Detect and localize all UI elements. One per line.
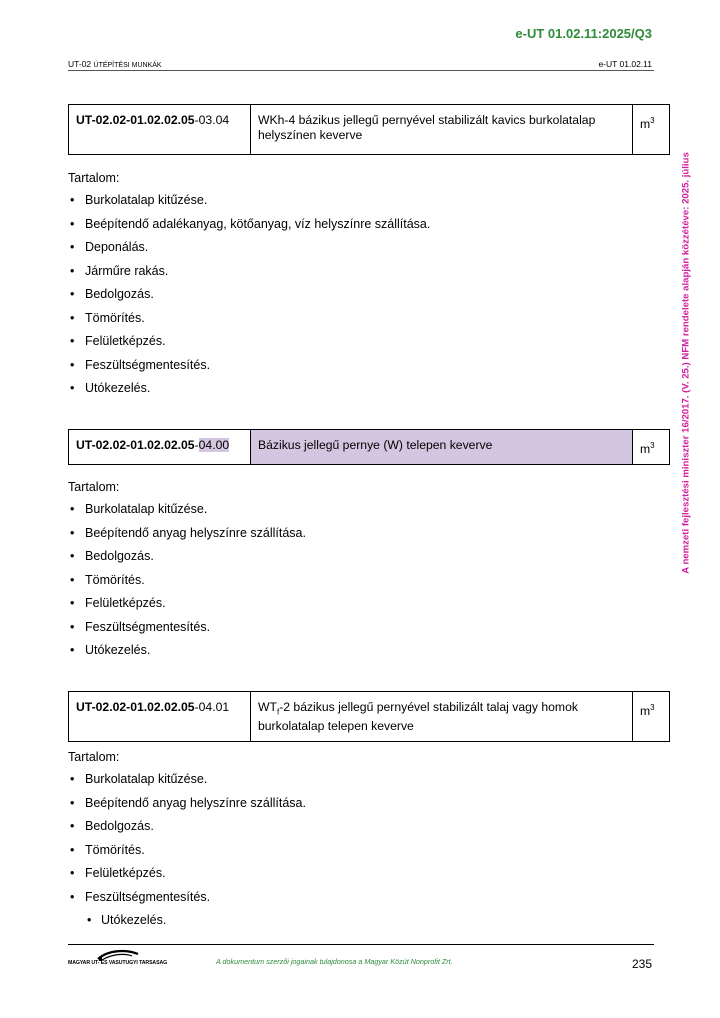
header-prefix: UT-02 [68, 59, 94, 69]
work-item-03-04 [68, 104, 670, 401]
header-chapter-title: ÚTÉPÍTÉSI MUNKÁK [93, 62, 162, 69]
item-table [68, 691, 670, 742]
footer-divider [68, 944, 654, 945]
work-item-04-00 [68, 429, 670, 663]
list-item: • Felületképzés. [68, 330, 670, 354]
list-item: • Tömörítés. [68, 307, 670, 331]
content-title: Tartalom: [68, 750, 120, 764]
publication-sidebar [678, 96, 694, 630]
item-unit: $m^3$ [633, 430, 670, 465]
list-item: • Burkolatalap kitűzése. [68, 498, 670, 522]
item-description: WKh-4 bázikus jellegű pernyével stabilizált kavics burkolatalap helyszínen keverve [251, 105, 633, 155]
list-item: • Beépítendő adalékanyag, kötőanyag, víz helyszínre szállítása. [68, 213, 670, 237]
work-item-04-01 [68, 691, 670, 933]
content-list [68, 498, 670, 663]
publication-note: A nemzeti fejlesztési miniszter 16/2017. (V. 25.) NFM rendelete alapján közzétéve: 2025. július [680, 152, 692, 574]
item-description: Bázikus jellegű pernye (W) telepen keverve [251, 430, 633, 465]
running-header-right: e-UT 01.02.11 [598, 59, 652, 69]
content-title: Tartalom: [68, 171, 120, 185]
list-item: • Bedolgozás. [68, 545, 670, 569]
list-item: • Deponálás. [68, 236, 670, 260]
page-number: 235 [631, 957, 652, 971]
list-item: • Tömörítés. [68, 569, 670, 593]
logo-text: MAGYAR UT- ES VASUTUGYI TARSASAG [68, 960, 168, 966]
list-item: • Feszültségmentesítés. [68, 354, 670, 378]
item-unit: $m^3$ [633, 105, 670, 155]
mavat-logo [68, 948, 168, 970]
item-unit: $m^3$ [633, 692, 670, 742]
item-code: UT-02.02-01.02.02.05-04.01 [69, 692, 251, 742]
list-item: • Beépítendő anyag helyszínre szállítása. [68, 792, 670, 816]
list-item: • Burkolatalap kitűzése. [68, 768, 670, 792]
list-item: • Utókezelés. [68, 377, 670, 401]
copyright-notice: A dokumentum szerzői jogainak tulajdonosa a Magyar Közút Nonprofit Zrt. [216, 957, 453, 966]
content-section [68, 479, 670, 663]
content-list [68, 189, 670, 401]
item-description: $WT_f-2$ bázikus jellegű pernyével stabilizált talaj vagy homok burkolatalap telepen keverve [251, 692, 633, 742]
list-item: • Járműre rakás. [68, 260, 670, 284]
list-item: • Tömörítés. [68, 839, 670, 863]
item-table [68, 429, 670, 465]
item-code: UT-02.02-01.02.02.05-03.04 [69, 105, 251, 155]
list-item: • Burkolatalap kitűzése. [68, 189, 670, 213]
content-list [68, 768, 670, 933]
list-item: • Beépítendő anyag helyszínre szállítása. [68, 522, 670, 546]
highlighted-code-suffix: 04.00 [198, 438, 230, 452]
item-table [68, 104, 670, 155]
list-item: • Felületképzés. [68, 862, 670, 886]
list-item: • Utókezelés. [68, 639, 670, 663]
list-item: • Feszültségmentesítés. [68, 886, 670, 910]
header-divider [68, 70, 654, 71]
item-code: UT-02.02-01.02.02.05-04.00 [69, 430, 251, 465]
list-item: • Bedolgozás. [68, 283, 670, 307]
content-title: Tartalom: [68, 480, 120, 494]
list-item: • Bedolgozás. [68, 815, 670, 839]
running-header-left [68, 59, 162, 69]
list-item: • Utókezelés. [68, 909, 670, 933]
document-code: e-UT 01.02.11:2025/Q3 [515, 26, 652, 41]
list-item: • Felületképzés. [68, 592, 670, 616]
content-section [68, 170, 670, 401]
content-section [68, 749, 670, 933]
list-item: • Feszültségmentesítés. [68, 616, 670, 640]
